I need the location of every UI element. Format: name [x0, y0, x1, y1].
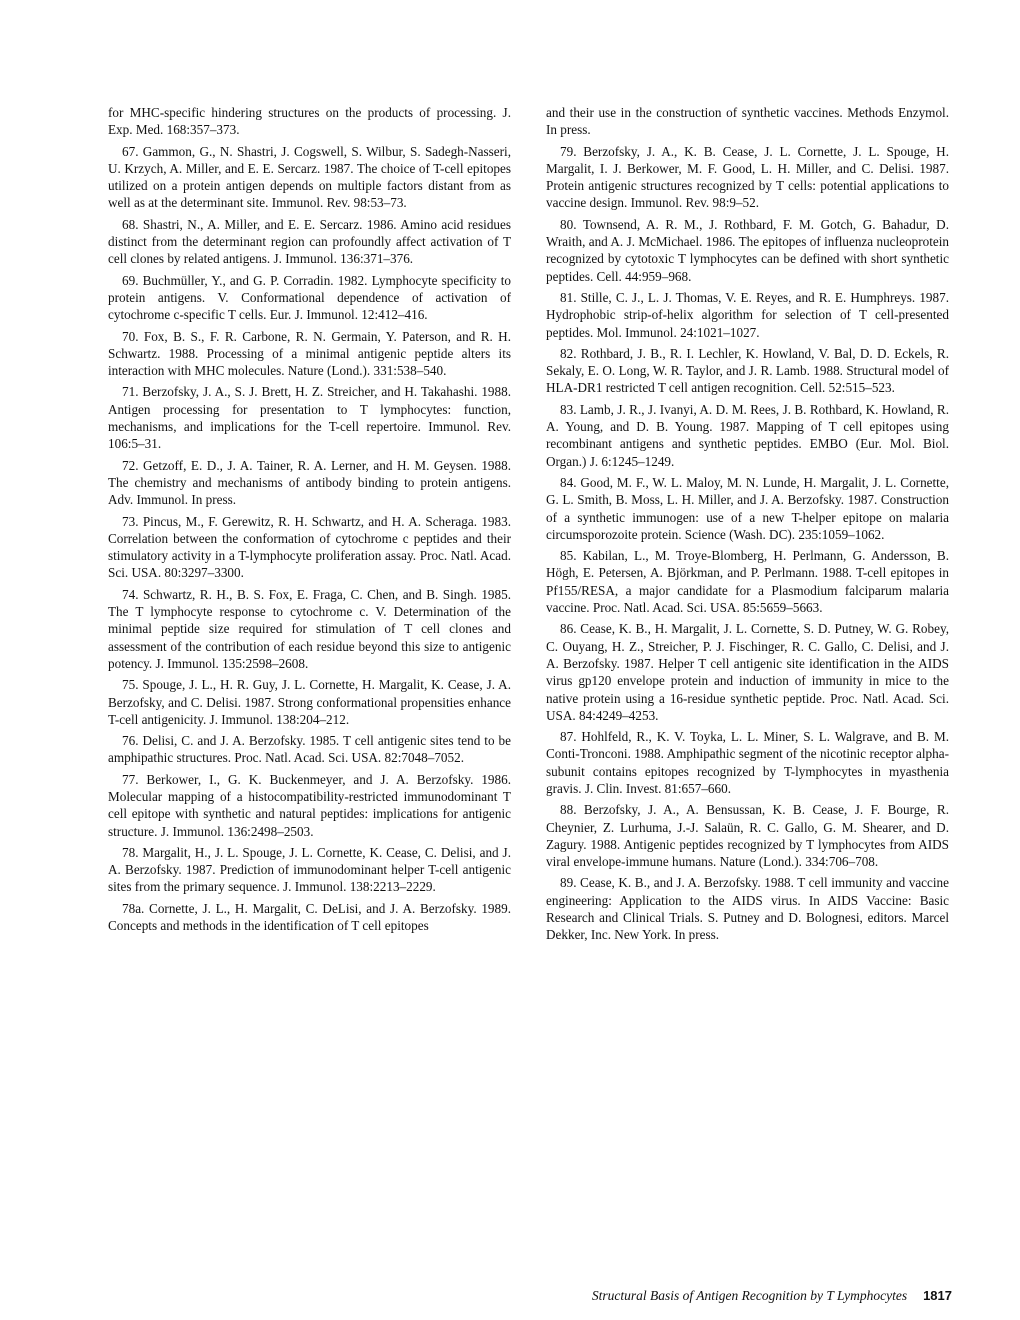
reference-entry: 70. Fox, B. S., F. R. Carbone, R. N. Germain, Y. Paterson, and R. H. Schwartz. 1988. Processing of a minimal antigenic peptide alters its interaction with MHC molecules. Nature (Lond.). 331:538–540.: [108, 328, 511, 379]
reference-entry: 69. Buchmüller, Y., and G. P. Corradin. 1982. Lymphocyte specificity to protein antigens. V. Conformational dependence of activation of cytochrome c-specific T cells. Eur. J. Immunol. 12:412–416.: [108, 272, 511, 323]
reference-entry: 71. Berzofsky, J. A., S. J. Brett, H. Z. Streicher, and H. Takahashi. 1988. Antigen processing for presentation to T lymphocytes: function, mechanisms, and implications for the T-cell repertoire. Immunol. Rev. 106:5–31.: [108, 384, 511, 452]
reference-entry: 78a. Cornette, J. L., H. Margalit, C. DeLisi, and J. A. Berzofsky. 1989. Concepts and methods in the identification of T cell epitopes: [108, 900, 511, 934]
reference-entry: 80. Townsend, A. R. M., J. Rothbard, F. M. Gotch, G. Bahadur, D. Wraith, and A. J. McMichael. 1986. The epitopes of influenza nucleoprotein recognized by cytotoxic T lymphocytes can be defined with short synthetic peptides. Cell. 44:959–968.: [546, 216, 949, 284]
reference-entry: 86. Cease, K. B., H. Margalit, J. L. Cornette, S. D. Putney, W. G. Robey, C. Ouyang, H. Z., Streicher, P. J. Fischinger, R. C. Gallo, C. Delisi, and J. A. Berzofsky. 1987. Helper T cell antigenic site identification in the AIDS virus gp120 envelope protein and induction of immunity in mice to the native protein using a 16-residue synthetic peptide. Proc. Natl. Acad. Sci. USA. 84:4249–4253.: [546, 621, 949, 723]
page-footer: [560, 1288, 952, 1304]
reference-entry: 81. Stille, C. J., L. J. Thomas, V. E. Reyes, and R. E. Humphreys. 1987. Hydrophobic strip-of-helix algorithm for selection of T cell-presented peptides. Mol. Immunol. 24:1021–1027.: [546, 289, 949, 340]
reference-entry: 74. Schwartz, R. H., B. S. Fox, E. Fraga, C. Chen, and B. Singh. 1985. The T lymphocyte response to cytochrome c. V. Determination of the minimal peptide size required for stimulation of T cell clones and assessment of the contribution of each residue beyond this size to antigenic potency. J. Immunol. 135:2598–2608.: [108, 586, 511, 671]
reference-column-left: [108, 104, 511, 938]
reference-entry: 72. Getzoff, E. D., J. A. Tainer, R. A. Lerner, and H. M. Geysen. 1988. The chemistry and mechanisms of antibody binding to protein antigens. Adv. Immunol. In press.: [108, 457, 511, 508]
reference-entry: 76. Delisi, C. and J. A. Berzofsky. 1985. T cell antigenic sites tend to be amphipathic structures. Proc. Natl. Acad. Sci. USA. 82:7048–7052.: [108, 733, 511, 766]
reference-entry: 73. Pincus, M., F. Gerewitz, R. H. Schwartz, and H. A. Scheraga. 1983. Correlation between the conformation of cytochrome c peptides and their stimulatory activity in a T-lymphocyte proliferation assay. Proc. Natl. Acad. Sci. USA. 80:3297–3300.: [108, 513, 511, 581]
reference-entry: 82. Rothbard, J. B., R. I. Lechler, K. Howland, V. Bal, D. D. Eckels, R. Sekaly, E. O. Long, W. R. Taylor, and J. R. Lamb. 1988. Structural model of HLA-DR1 restricted T cell antigen recognition. Cell. 52:515–523.: [546, 345, 949, 396]
running-title: Structural Basis of Antigen Recognition by T Lymphocytes: [591, 1288, 908, 1303]
reference-entry: 83. Lamb, J. R., J. Ivanyi, A. D. M. Rees, J. B. Rothbard, K. Howland, R. A. Young, and D. B. Young. 1987. Mapping of T cell epitopes using recombinant antigens and synthetic peptides. EMBO (Eur. Mol. Biol. Organ.) J. 6:1245–1249.: [546, 401, 949, 469]
reference-entry: 85. Kabilan, L., M. Troye-Blomberg, H. Perlmann, G. Andersson, B. Högh, E. Petersen, A. Björkman, and P. Perlmann. 1988. T-cell epitopes in Pf155/RESA, a major candidate for a Plasmodium falciparum malaria vaccine. Proc. Natl. Acad. Sci. USA. 85:5659–5663.: [546, 548, 949, 616]
reference-entry: 67. Gammon, G., N. Shastri, J. Cogswell, S. Wilbur, S. Sadegh-Nasseri, U. Krzych, A. Miller, and E. E. Sercarz. 1987. The choice of T-cell epitopes utilized on a protein antigen depends on multiple factors distant from as well as at the determinant site. Immunol. Rev. 98:53–73.: [108, 143, 511, 211]
reference-column-right: [546, 104, 949, 948]
reference-entry: 78. Margalit, H., J. L. Spouge, J. L. Cornette, K. Cease, C. Delisi, and J. A. Berzofsky. 1987. Prediction of immunodominant helper T-cell antigenic sites from the primary sequence. J. Immunol. 138:2213–2229.: [108, 844, 511, 895]
reference-entry: 68. Shastri, N., A. Miller, and E. E. Sercarz. 1986. Amino acid residues distinct from the determinant region can profoundly affect activation of T cell clones by related antigens. J. Immunol. 136:371–376.: [108, 216, 511, 267]
reference-entry: 88. Berzofsky, J. A., A. Bensussan, K. B. Cease, J. F. Bourge, R. Cheynier, Z. Lurhuma, J.-J. Salaün, R. C. Gallo, G. M. Shearer, and D. Zagury. 1988. Antigenic peptides recognized by T lymphocytes from AIDS viral envelope-immune humans. Nature (Lond.). 334:706–708.: [546, 802, 949, 870]
reference-entry: for MHC-specific hindering structures on the products of processing. J. Exp. Med. 168:357–373.: [108, 105, 511, 138]
reference-entry: and their use in the construction of synthetic vaccines. Methods Enzymol. In press.: [546, 105, 949, 138]
reference-entry: 79. Berzofsky, J. A., K. B. Cease, J. L. Cornette, J. L. Spouge, H. Margalit, I. J. Berkower, M. F. Good, L. H. Miller, and C. Delisi. 1987. Protein antigenic structures recognized by T cells: potential applications to vaccine design. Immunol. Rev. 98:9–52.: [546, 143, 949, 211]
page-number: 1817: [923, 1288, 952, 1303]
reference-entry: 75. Spouge, J. L., H. R. Guy, J. L. Cornette, H. Margalit, K. Cease, J. A. Berzofsky, and C. Delisi. 1987. Strong conformational propensities enhance T-cell antigenicity. J. Immunol. 138:204–212.: [108, 677, 511, 727]
reference-entry: 87. Hohlfeld, R., K. V. Toyka, L. L. Miner, S. L. Walgrave, and B. M. Conti-Tronconi. 1988. Amphipathic segment of the nicotinic receptor alpha-subunit contains epitopes recognized by T-lymphocytes in myasthenia gravis. J. Clin. Invest. 81:657–660.: [546, 729, 949, 796]
reference-entry: 84. Good, M. F., W. L. Maloy, M. N. Lunde, H. Margalit, J. L. Cornette, G. L. Smith, B. Moss, L. H. Miller, and J. A. Berzofsky. 1987. Construction of a synthetic immunogen: use of a new T-helper epitope on malaria circumsporozoite protein. Science (Wash. DC). 235:1059–1062.: [546, 474, 949, 542]
reference-entry: 89. Cease, K. B., and J. A. Berzofsky. 1988. T cell immunity and vaccine engineering: Application to the AIDS virus. In AIDS Vaccine: Basic Research and Clinical Trials. S. Putney and D. Bolognesi, editors. Marcel Dekker, Inc. New York. In press.: [546, 875, 949, 943]
reference-entry: 77. Berkower, I., G. K. Buckenmeyer, and J. A. Berzofsky. 1986. Molecular mapping of a histocompatibility-restricted immunodominant T cell epitope with synthetic and natural peptides: implications for antigenic structure. J. Immunol. 136:2498–2503.: [108, 771, 511, 839]
